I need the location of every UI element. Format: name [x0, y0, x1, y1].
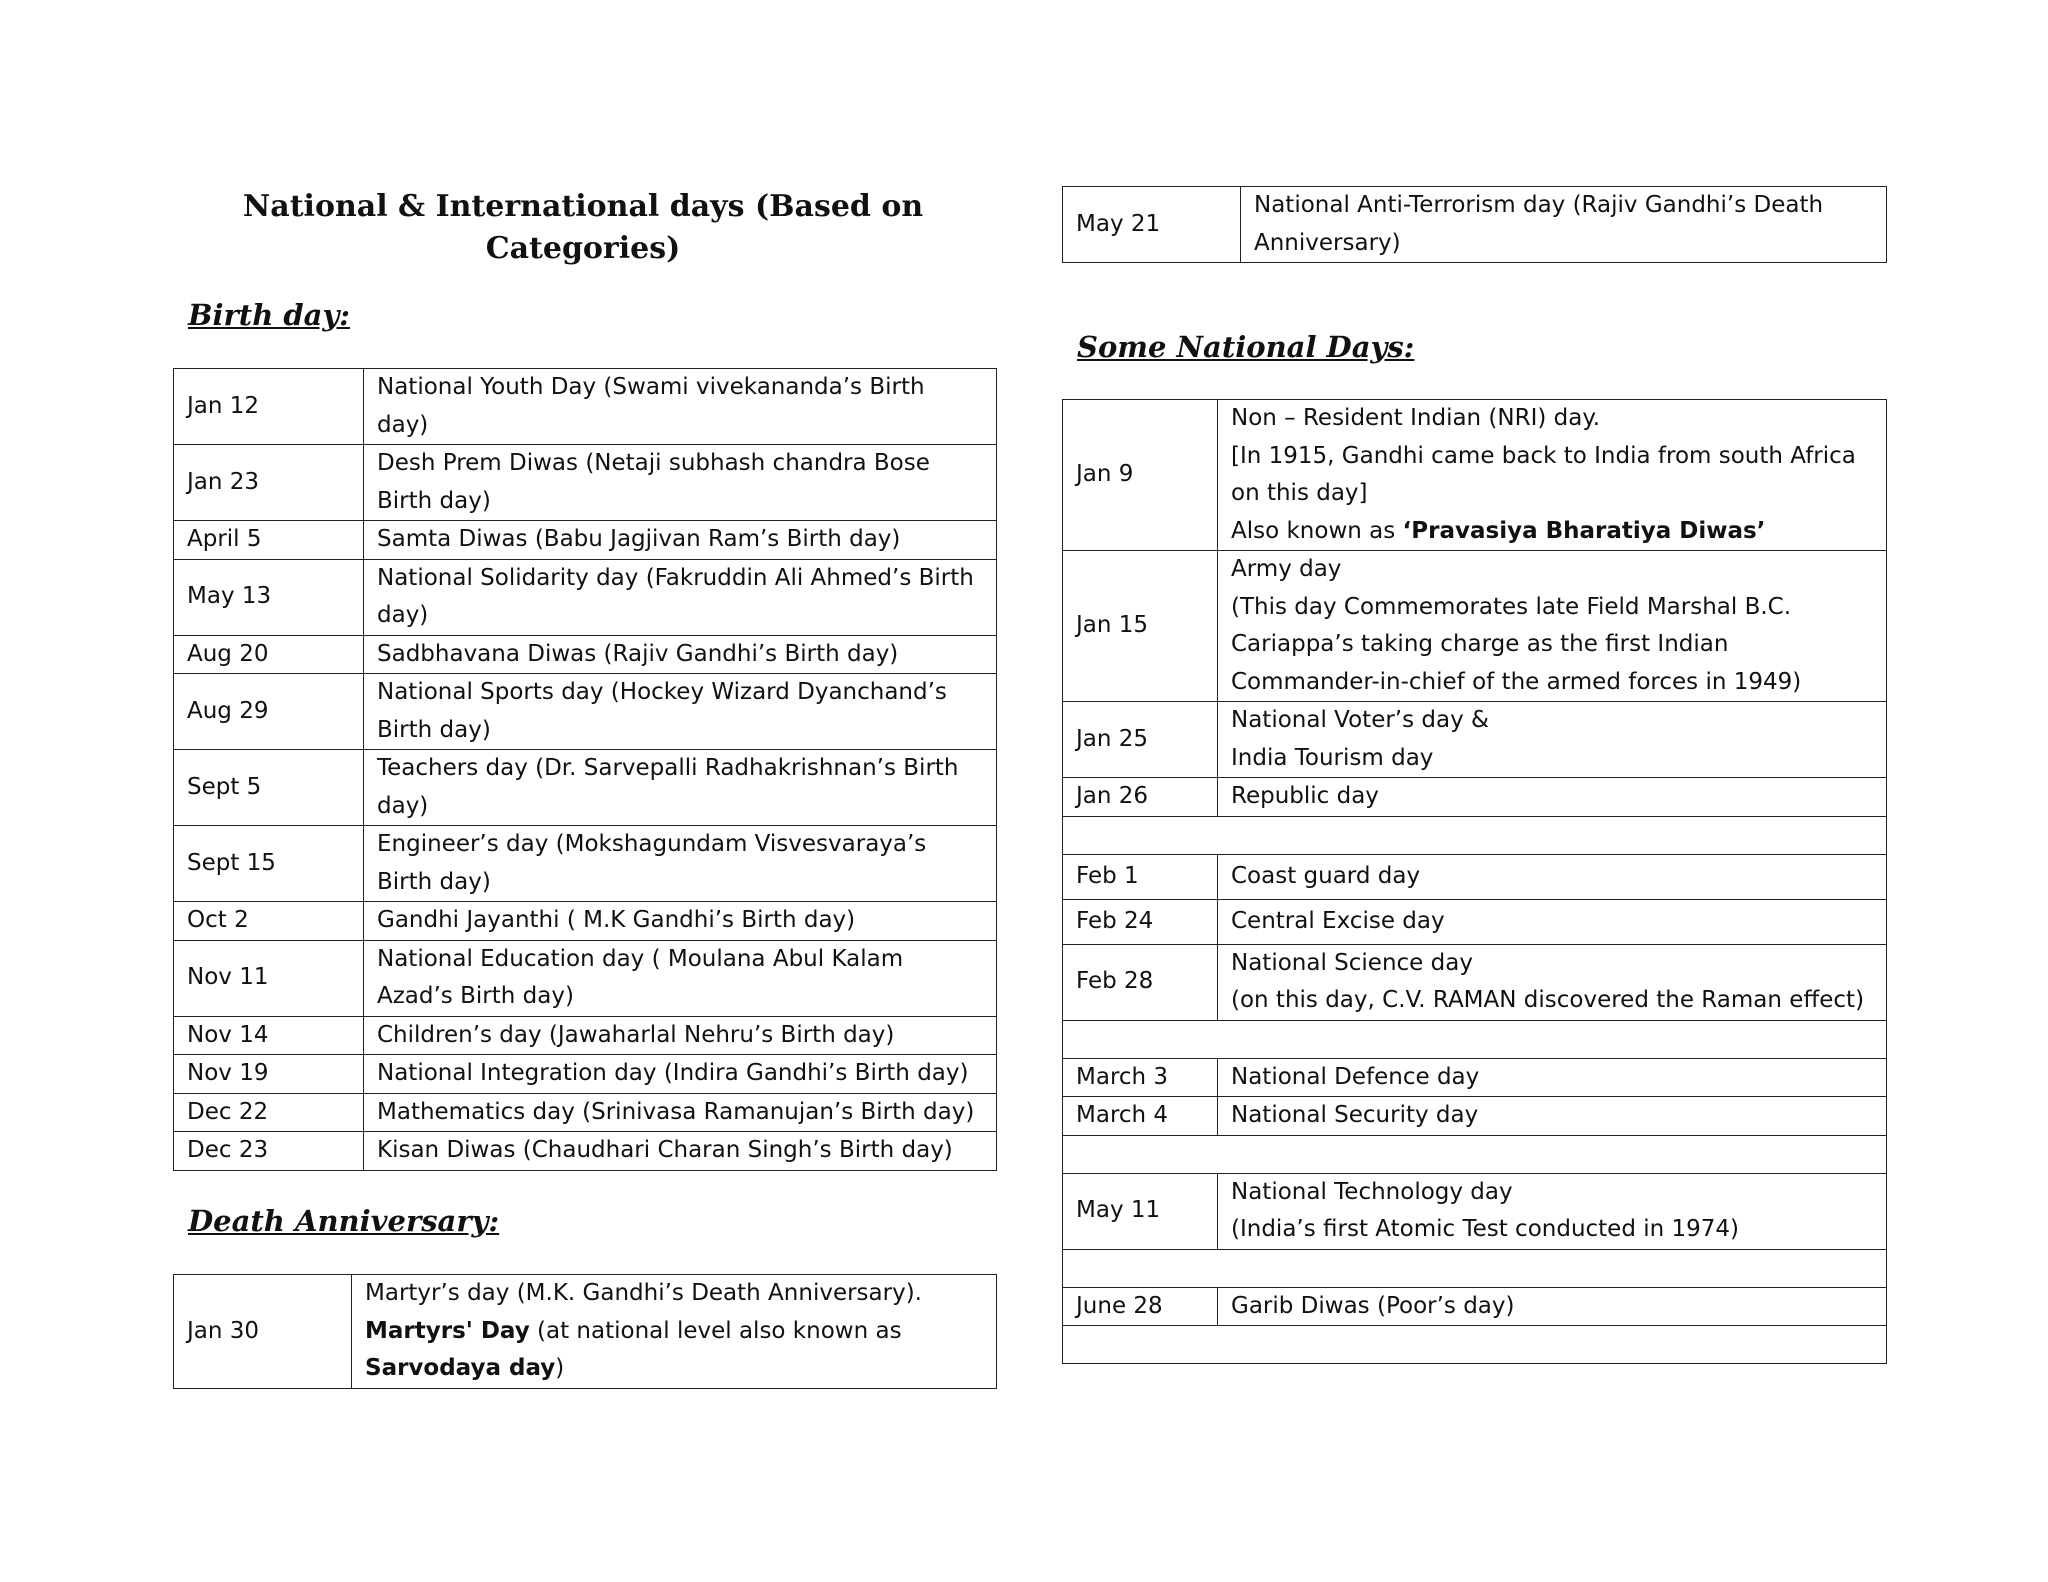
description-cell [1218, 1173, 1887, 1249]
table-row [1063, 187, 1887, 263]
description-cell: Republic day [1218, 778, 1887, 817]
date-cell: Sept 15 [174, 826, 364, 902]
empty-cell [1063, 816, 1887, 854]
description-cell: National Solidarity day (Fakruddin Ali Ahmed’s Birth day) [364, 559, 997, 635]
description-cell [1218, 944, 1887, 1020]
table-row [174, 940, 997, 1016]
description-cell [352, 1275, 997, 1389]
description-cell: Kisan Diwas (Chaudhari Charan Singh’s Birth day) [364, 1132, 997, 1171]
date-cell: Feb 28 [1063, 944, 1218, 1020]
date-cell: May 13 [174, 559, 364, 635]
description-cell [1218, 551, 1887, 702]
date-cell: Feb 24 [1063, 899, 1218, 944]
description-cell: Children’s day (Jawaharlal Nehru’s Birth day) [364, 1016, 997, 1055]
table-row [1063, 1058, 1887, 1097]
table-row [174, 1093, 997, 1132]
description-line: [In 1915, Gandhi came back to India from south Africa on this day] [1231, 442, 1856, 506]
description-cell: Garib Diwas (Poor’s day) [1218, 1287, 1887, 1326]
description-cell: Central Excise day [1218, 899, 1887, 944]
birth-day-table [173, 368, 997, 1171]
date-cell: Oct 2 [174, 902, 364, 941]
date-cell: March 4 [1063, 1097, 1218, 1136]
bold-text: ‘Pravasiya Bharatiya Diwas’ [1402, 517, 1766, 544]
date-cell: Feb 1 [1063, 854, 1218, 899]
table-row [174, 445, 997, 521]
description-cell: Desh Prem Diwas (Netaji subhash chandra Bose Birth day) [364, 445, 997, 521]
empty-cell [1063, 1020, 1887, 1058]
description-line: (India’s first Atomic Test conducted in 1974) [1231, 1216, 1740, 1242]
description-line: India Tourism day [1231, 744, 1434, 771]
anti-terrorism-table [1062, 186, 1887, 263]
description-line: Martyr’s day (M.K. Gandhi’s Death Anniversary). [365, 1280, 922, 1306]
page-title-line-2: Categories) [485, 231, 681, 266]
date-cell: Aug 20 [174, 635, 364, 674]
description-line: (on this day, C.V. RAMAN discovered the Raman effect) [1231, 987, 1865, 1013]
empty-cell [1063, 1249, 1887, 1287]
page-title [178, 186, 988, 270]
description-cell: Samta Diwas (Babu Jagjivan Ram’s Birth day) [364, 521, 997, 560]
table-row [1063, 778, 1887, 817]
date-cell: Jan 12 [174, 369, 364, 445]
date-cell: Dec 22 [174, 1093, 364, 1132]
description-line: (This day Commemorates late Field Marshal B.C. Cariappa’s taking charge as the first Indian Commander-in-chief of the armed forces in 1949) [1231, 593, 1802, 695]
description-cell: Coast guard day [1218, 854, 1887, 899]
date-cell: Nov 11 [174, 940, 364, 1016]
table-row [174, 902, 997, 941]
table-row [1063, 400, 1887, 551]
description-cell: National Sports day (Hockey Wizard Dyanchand’s Birth day) [364, 674, 997, 750]
table-row [174, 521, 997, 560]
table-row [174, 369, 997, 445]
date-cell: Jan 15 [1063, 551, 1218, 702]
date-cell: Nov 19 [174, 1055, 364, 1094]
date-cell: Jan 25 [1063, 702, 1218, 778]
empty-cell [1063, 1135, 1887, 1173]
description-cell: Mathematics day (Srinivasa Ramanujan’s Birth day) [364, 1093, 997, 1132]
date-cell: May 21 [1063, 187, 1241, 263]
empty-row [1063, 1326, 1887, 1364]
description-line [1231, 513, 1873, 551]
empty-row [1063, 816, 1887, 854]
empty-row [1063, 1020, 1887, 1058]
description-cell: National Education day ( Moulana Abul Kalam Azad’s Birth day) [364, 940, 997, 1016]
birth-day-heading: Birth day: [188, 298, 351, 332]
text: ) [555, 1355, 565, 1381]
table-row [174, 674, 997, 750]
description-cell [1218, 400, 1887, 551]
national-days-heading: Some National Days: [1077, 330, 1415, 364]
birth-day-table-body [174, 369, 997, 1171]
death-anniversary-table [173, 1274, 997, 1389]
description-cell: Gandhi Jayanthi ( M.K Gandhi’s Birth day) [364, 902, 997, 941]
date-cell: Jan 23 [174, 445, 364, 521]
description-line: National Technology day [1231, 1178, 1513, 1205]
empty-row [1063, 1135, 1887, 1173]
table-row [174, 1055, 997, 1094]
description-cell [1218, 702, 1887, 778]
date-cell: Jan 26 [1063, 778, 1218, 817]
date-cell: June 28 [1063, 1287, 1218, 1326]
bold-text: Sarvodaya day [365, 1355, 556, 1381]
empty-cell [1063, 1326, 1887, 1364]
table-row [1063, 1173, 1887, 1249]
date-cell: Jan 9 [1063, 400, 1218, 551]
date-cell: Jan 30 [174, 1275, 352, 1389]
date-cell: April 5 [174, 521, 364, 560]
description-line: National Voter’s day & [1231, 707, 1489, 733]
date-cell: Sept 5 [174, 750, 364, 826]
table-row [1063, 944, 1887, 1020]
description-cell: National Integration day (Indira Gandhi’s Birth day) [364, 1055, 997, 1094]
death-anniversary-heading: Death Anniversary: [188, 1204, 500, 1238]
text: Also known as [1231, 517, 1403, 544]
date-cell: May 11 [1063, 1173, 1218, 1249]
description-cell: Teachers day (Dr. Sarvepalli Radhakrishnan’s Birth day) [364, 750, 997, 826]
bold-text: Martyrs' Day [365, 1317, 530, 1344]
table-row [1063, 854, 1887, 899]
table-row [174, 750, 997, 826]
table-row [1063, 551, 1887, 702]
description-cell: National Youth Day (Swami vivekananda’s Birth day) [364, 369, 997, 445]
date-cell: March 3 [1063, 1058, 1218, 1097]
date-cell: Aug 29 [174, 674, 364, 750]
description-cell: Sadbhavana Diwas (Rajiv Gandhi’s Birth day) [364, 635, 997, 674]
table-row [174, 1275, 997, 1389]
empty-row [1063, 1249, 1887, 1287]
date-cell: Nov 14 [174, 1016, 364, 1055]
description-line [365, 1313, 983, 1388]
table-row [174, 559, 997, 635]
description-cell: National Defence day [1218, 1058, 1887, 1097]
table-row [1063, 702, 1887, 778]
text: (at national level also known as [529, 1317, 902, 1344]
description-line: Non – Resident Indian (NRI) day. [1231, 405, 1600, 431]
description-cell: National Security day [1218, 1097, 1887, 1136]
page-title-line-1: National & International days (Based on [242, 189, 924, 224]
date-cell: Dec 23 [174, 1132, 364, 1171]
table-row [1063, 1287, 1887, 1326]
description-cell: Engineer’s day (Mokshagundam Visvesvaraya’s Birth day) [364, 826, 997, 902]
description-line: Army day [1231, 556, 1342, 582]
table-row [174, 635, 997, 674]
table-row [1063, 1097, 1887, 1136]
table-row [174, 1132, 997, 1171]
table-row [174, 826, 997, 902]
description-line: National Science day [1231, 949, 1473, 976]
table-row [174, 1016, 997, 1055]
table-row [1063, 899, 1887, 944]
description-cell: National Anti-Terrorism day (Rajiv Gandhi’s Death Anniversary) [1241, 187, 1887, 263]
national-days-table [1062, 399, 1887, 1364]
